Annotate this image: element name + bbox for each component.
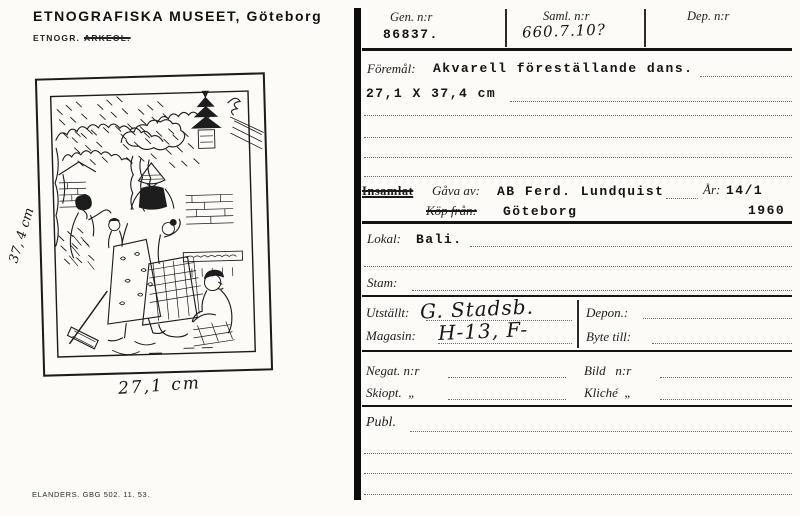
dotted-rule [510, 101, 792, 102]
ar-label: År: [703, 182, 721, 197]
gen-nr-value: 86837. [383, 27, 439, 42]
ar-value: 14/1 [726, 183, 764, 198]
dept-etnogr-label: ETNOGR. [33, 33, 81, 43]
utstallt-value: G. Stadsb. [419, 294, 535, 324]
magasin-label: Magasin: [366, 328, 416, 343]
dimension-width-annotation: 27,1 cm [117, 373, 202, 399]
acquisition-struck-option: Insamlat [362, 184, 414, 198]
kop-fran-value: Göteborg [503, 204, 578, 219]
section-line-5 [362, 405, 792, 407]
dotted-rule [364, 494, 792, 495]
dep-nr-label: Dep. n:r [687, 9, 730, 23]
kliche-label: Kliché „ [584, 385, 632, 400]
saml-nr-value: 660.7.10? [521, 20, 607, 42]
dotted-rule [643, 318, 792, 319]
bild-nr-label: Bild n:r [584, 363, 632, 378]
skiopt-label: Skiopt. „ [366, 385, 416, 400]
publ-label: Publ. [366, 415, 396, 430]
dotted-rule [666, 198, 698, 199]
dotted-rule [364, 157, 792, 158]
storage-column-divider [577, 300, 579, 348]
dotted-rule [364, 266, 792, 267]
lokal-value: Bali. [416, 232, 463, 247]
dotted-rule [470, 246, 792, 247]
gava-av-value: AB Ferd. Lundquist [497, 184, 665, 199]
section-line-2 [362, 221, 792, 224]
dept-arkeol-label-struck: ARKEOL. [84, 33, 131, 43]
gen-nr-label: Gen. n:r [390, 10, 433, 24]
section-line-3 [362, 295, 792, 297]
foremal-value-line2: 27,1 X 37,4 cm [366, 86, 497, 101]
dotted-rule [364, 115, 792, 116]
kop-fran-label-struck: Köp från: [426, 203, 477, 218]
dotted-rule [364, 453, 792, 454]
dotted-rule [364, 137, 792, 138]
dotted-rule [448, 377, 566, 378]
dimension-height-annotation: 37, 4 cm [6, 206, 38, 265]
negat-nr-label: Negat. n:r [366, 363, 420, 378]
byte-till-label: Byte till: [586, 329, 632, 344]
depon-label: Depon.: [586, 305, 629, 320]
header-divider-2 [644, 9, 646, 47]
dotted-rule [660, 399, 792, 400]
catalog-item-sketch [34, 71, 274, 379]
dotted-rule [652, 343, 792, 344]
dotted-rule [364, 473, 792, 474]
dotted-rule [660, 377, 792, 378]
bali-dance-sketch-drawing [34, 71, 274, 379]
card-edge-bar [354, 8, 361, 500]
dotted-rule [700, 76, 792, 77]
header-divider-1 [505, 9, 507, 47]
dotted-rule [412, 290, 792, 291]
dotted-rule [364, 176, 792, 177]
section-line-1 [362, 48, 792, 51]
saml-nr-label: Saml. n:r [543, 9, 590, 23]
magasin-value: H-13, F- [437, 317, 529, 345]
year-value: 1960 [748, 203, 786, 218]
section-line-4 [362, 350, 792, 352]
gava-av-label: Gåva av: [432, 183, 481, 198]
foremal-value-line1: Akvarell föreställande dans. [433, 61, 694, 76]
stam-label: Stam: [367, 275, 398, 290]
museum-title: ETNOGRAFISKA MUSEET, Göteborg [33, 8, 323, 24]
lokal-label: Lokal: [367, 231, 401, 246]
dotted-rule [438, 343, 572, 344]
dotted-rule [448, 399, 566, 400]
foremal-label: Föremål: [367, 61, 416, 76]
printer-mark: ELANDERS. GBG 502. 11. 53. [32, 490, 151, 499]
dotted-rule [410, 431, 792, 432]
utstallt-label: Utställt: [366, 305, 410, 320]
